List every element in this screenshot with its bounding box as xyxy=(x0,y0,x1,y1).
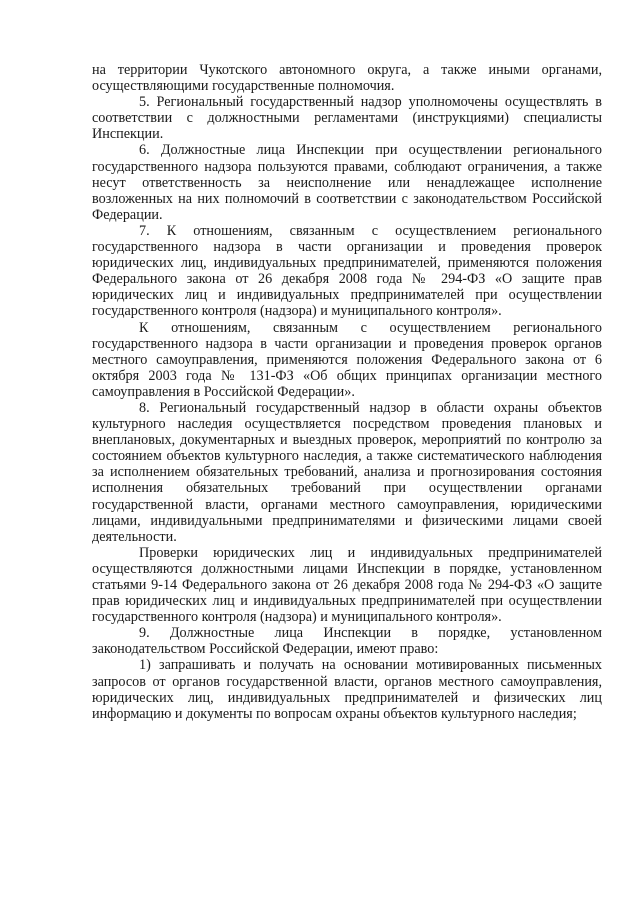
paragraph-continuation: на территории Чукотского автономного округа, а также иными органами, осуществляющими государственные полномочия. xyxy=(92,62,602,95)
paragraph-7-local-government: К отношениям, связанным с осуществлением регионального государственного надзора в части организации и проведения проверок органов местного самоуправления, применяются положения Федерального закона от 6 октября 2003 года № 131-ФЗ «Об общих принципах организации местного самоуправления в Российской Федерации». xyxy=(92,319,602,400)
paragraph-9-item-1: 1) запрашивать и получать на основании мотивированных письменных запросов от органов государственной власти, органов местного самоуправления, юридических лиц, индивидуальных предпринимателей и физических лиц информацию и документы по вопросам охраны объектов культурного наследия; xyxy=(92,657,602,722)
paragraph-6: 6. Должностные лица Инспекции при осуществлении регионального государственного надзора пользуются правами, соблюдают ограничения, а также несут ответственность за неисполнение или ненадлежащее исполнение возложенных на них полномочий в соответствии с законодательством Российской Федерации. xyxy=(92,142,602,223)
paragraph-5: 5. Региональный государственный надзор уполномочены осуществлять в соответствии с должностными регламентами (инструкциями) специалисты Инспекции. xyxy=(92,94,602,143)
paragraph-8: 8. Региональный государственный надзор в области охраны объектов культурного наследия осуществляется посредством проведения плановых и внеплановых, документарных и выездных проверок, мероприятий по контролю за состоянием объектов культурного наследия, а также систематического наблюдения за исполнением обязательных требований, анализа и прогнозирования состояния исполнения обязательных требований при осуществлении органами государственной власти, органами местного самоуправления, юридическими лицами, индивидуальными предпринимателями и физическими лицами своей деятельности. xyxy=(92,399,602,545)
paragraph-7: 7. К отношениям, связанным с осуществлением регионального государственного надзора в части организации и проведения проверок юридических лиц, индивидуальных предпринимателей, применяются положения Федерального закона от 26 декабря 2008 года № 294-ФЗ «О защите прав юридических лиц и индивидуальных предпринимателей при осуществлении государственного контроля (надзора) и муниципального контроля». xyxy=(92,222,602,320)
paragraph-8-inspections: Проверки юридических лиц и индивидуальных предпринимателей осуществляются должностными лицами Инспекции в порядке, установленном статьями 9-14 Федерального закона от 26 декабря 2008 года № 294-ФЗ «О защите прав юридических лиц и индивидуальных предпринимателей при осуществлении государственного контроля (надзора) и муниципального контроля». xyxy=(92,544,602,626)
paragraph-9: 9. Должностные лица Инспекции в порядке, установленном законодательством Российской Федерации, имеют право: xyxy=(92,625,602,658)
document-body xyxy=(92,62,602,722)
